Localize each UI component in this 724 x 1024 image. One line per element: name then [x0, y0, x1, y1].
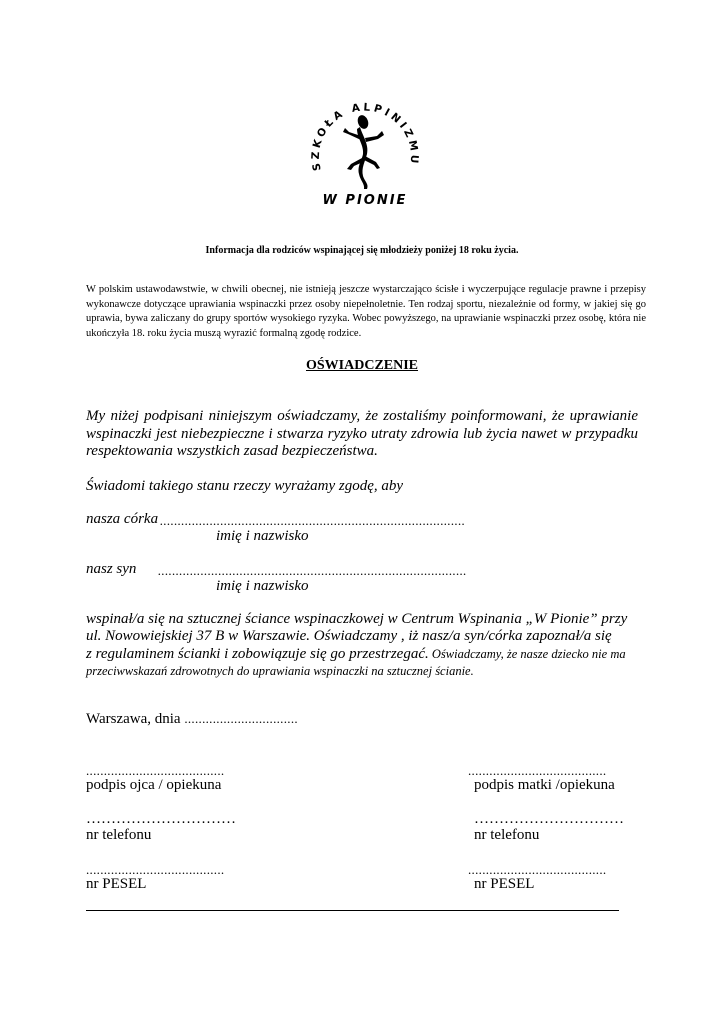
paragraph-line-4: przeciwwskazań zdrowotnych do uprawiania wspinaczki na sztucznej ścianie.	[86, 664, 474, 678]
document-title: OŚWIADCZENIE	[305, 358, 419, 373]
father-phone-field[interactable]: …………………………	[86, 811, 236, 827]
mother-signature-field[interactable]: .......................................	[468, 763, 607, 778]
consent-line: Świadomi takiego stanu rzeczy wyrażamy zgodę, aby	[86, 478, 404, 494]
mother-phone-label: nr telefonu	[474, 827, 540, 843]
mother-signature-label: podpis matki /opiekuna	[474, 777, 615, 793]
son-name-field[interactable]: .......................................................................................	[158, 563, 467, 578]
intro-paragraph: W polskim ustawodawstwie, w chwili obecnej, nie istnieją jeszcze wystarczająco ścisłe i wyczerpujące regulacje prawne i przepisy wykonawcze dotyczące uprawiania wspinaczki przez osoby niepełnoletnie. Ten rodzaj sportu, niezależnie od formy, w jakiej się go uprawia, bywa zaliczany do grupy sportów wysokiego ryzyka. Wobec powyższego, na uprawianie wspinaczki przez osobę, która nie ukończyła 18. roku życia muszą wyrazić formalną zgodę rodzice.	[86, 284, 646, 339]
logo-arc-text: SZKOŁA ALPINIZMU	[309, 101, 421, 172]
paragraph-line-1: wspinał/a się na sztucznej ściance wspinaczkowej w Centrum Wspinania „W Pionie” przy	[86, 611, 628, 627]
place-date	[86, 711, 298, 728]
paragraph-line-3	[86, 645, 646, 663]
consent-paragraph	[86, 611, 646, 680]
paragraph-line-2: ul. Nowowiejskiej 37 B w Warszawie. Oświadczamy , iż nasz/a syn/córka zapoznał/a się	[86, 628, 612, 644]
father-phone-label: nr telefonu	[86, 827, 152, 843]
paragraph-line-3a: z regulaminem ścianki i zobowiązuje się go przestrzegać.	[86, 646, 429, 662]
info-heading: Informacja dla rodziców wspinającej się młodzieży poniżej 18 roku życia.	[205, 245, 519, 256]
mother-pesel-field[interactable]: .......................................	[468, 862, 607, 877]
daughter-caption: imię i nazwisko	[216, 528, 309, 544]
bottom-divider	[86, 910, 619, 911]
daughter-label: nasza córka	[86, 511, 159, 527]
lizard-icon	[305, 92, 425, 212]
father-pesel-field[interactable]: .......................................	[86, 862, 225, 877]
mother-pesel-label: nr PESEL	[474, 876, 535, 892]
logo-bottom-text: W PIONIE	[322, 193, 408, 208]
paragraph-line-3b: Oświadczamy, że nasze dziecko nie ma	[428, 647, 626, 661]
school-logo	[305, 92, 425, 212]
father-signature-field[interactable]: .......................................	[86, 763, 225, 778]
date-field[interactable]: ................................	[184, 711, 298, 726]
father-signature-label: podpis ojca / opiekuna	[86, 777, 222, 793]
place-date-label: Warszawa, dnia	[86, 711, 181, 727]
mother-phone-field[interactable]: …………………………	[474, 811, 624, 827]
father-pesel-label: nr PESEL	[86, 876, 147, 892]
daughter-name-field[interactable]: ......................................................................................	[160, 513, 466, 528]
son-label: nasz syn	[86, 561, 137, 577]
statement-paragraph: My niżej podpisani niniejszym oświadczamy, że zostaliśmy poinformowani, że uprawianie wspinaczki jest niebezpieczne i stwarza ryzyko utraty zdrowia lub życia nawet w przypadku respektowania wszystkich zasad bezpieczeństwa.	[86, 408, 638, 459]
son-caption: imię i nazwisko	[216, 578, 309, 594]
